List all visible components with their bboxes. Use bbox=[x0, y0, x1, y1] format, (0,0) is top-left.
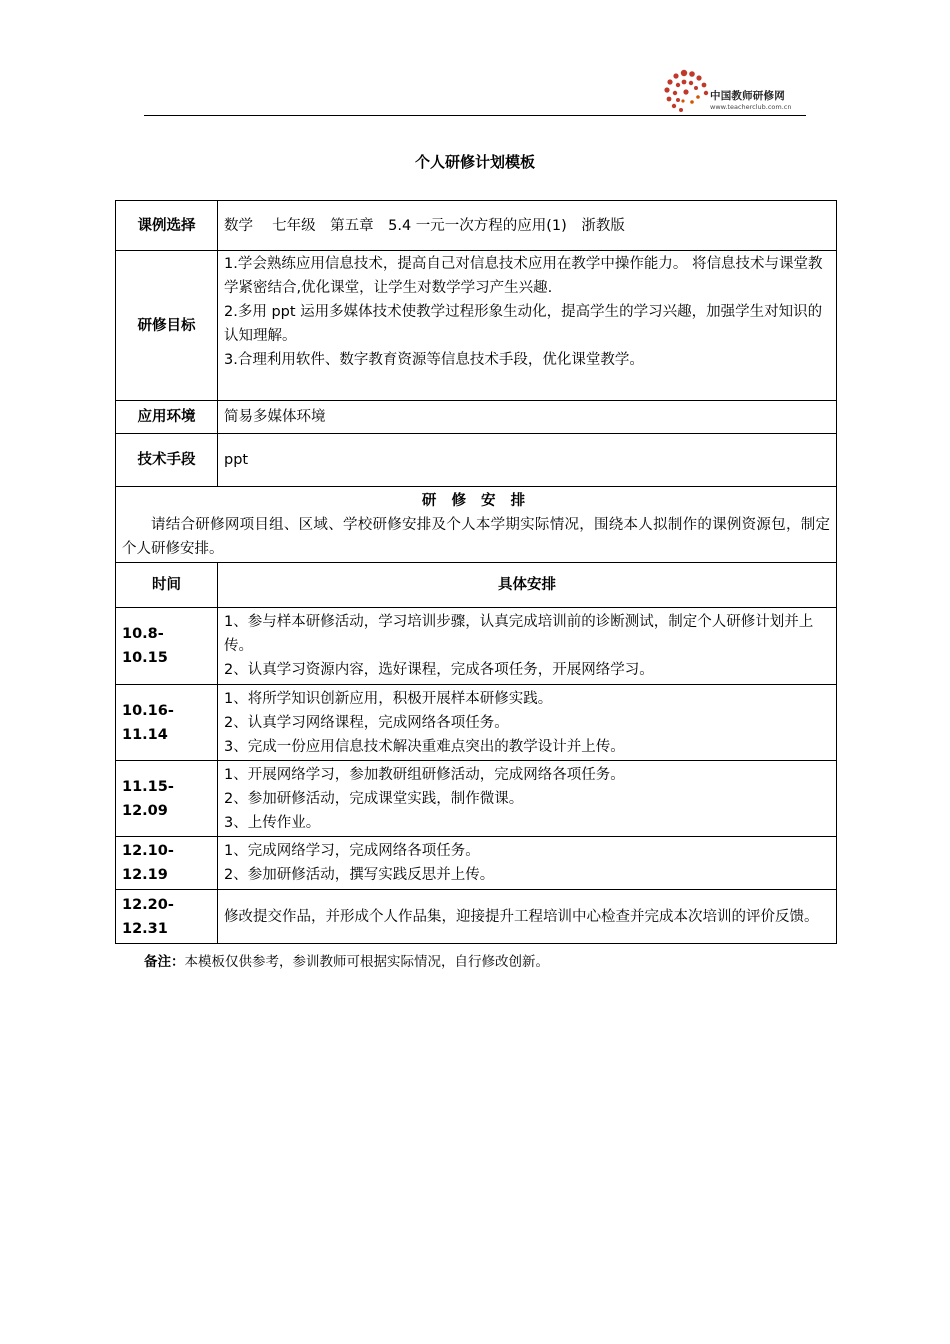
plan-item: 修改提交作品，并形成个人作品集，迎接提升工程培训中心检查并完成本次培训的评价反馈。 bbox=[224, 908, 819, 925]
goal-item: 3.合理利用软件、数字教育资源等信息技术手段，优化课堂教学。 bbox=[224, 352, 644, 368]
schedule-description: 请结合研修网项目组、区域、学校研修安排及个人本学期实际情况，围绕本人拟制作的课例资源包，制定个人研修安排。 bbox=[122, 516, 830, 557]
plan-item: 1、开展网络学习，参加教研组研修活动，完成网络各项任务。 bbox=[224, 766, 625, 783]
period-end: 12.19 bbox=[122, 867, 168, 883]
schedule-plan bbox=[218, 608, 837, 685]
goals-value bbox=[218, 251, 837, 401]
period-end: 12.31 bbox=[122, 920, 168, 937]
env-label: 应用环境 bbox=[116, 401, 218, 434]
period-start: 12.20- bbox=[122, 896, 174, 913]
schedule-row bbox=[116, 608, 837, 685]
schedule-period bbox=[116, 685, 218, 761]
schedule-row bbox=[116, 685, 837, 761]
header-divider bbox=[144, 115, 806, 116]
goal-item: 2.多用 ppt 运用多媒体技术使教学过程形象生动化，提高学生的学习兴趣，加强学生对知识的认知理解。 bbox=[224, 304, 823, 344]
goals-row bbox=[116, 251, 837, 401]
schedule-plan bbox=[218, 837, 837, 890]
plan-item: 1、完成网络学习，完成网络各项任务。 bbox=[224, 843, 480, 859]
schedule-header-row bbox=[116, 563, 837, 608]
tech-value: ppt bbox=[218, 434, 837, 487]
schedule-plan bbox=[218, 685, 837, 761]
col-time-header: 时间 bbox=[116, 563, 218, 608]
note-text: 本模板仅供参考，参训教师可根据实际情况，自行修改创新。 bbox=[184, 954, 549, 970]
schedule-plan bbox=[218, 761, 837, 837]
tech-label: 技术手段 bbox=[116, 434, 218, 487]
course-value: 数学 七年级 第五章 5.4 一元一次方程的应用(1) 浙教版 bbox=[218, 201, 837, 251]
period-start: 10.8- bbox=[122, 626, 164, 642]
logo-url: www.teacherclub.com.cn bbox=[710, 103, 792, 111]
env-value: 简易多媒体环境 bbox=[218, 401, 837, 434]
period-end: 12.09 bbox=[122, 802, 168, 819]
course-label: 课例选择 bbox=[116, 201, 218, 251]
schedule-plan bbox=[218, 890, 837, 944]
plan-item: 1、将所学知识创新应用，积极开展样本研修实践。 bbox=[224, 690, 553, 707]
note-label: 备注： bbox=[144, 954, 185, 970]
plan-item: 2、认真学习网络课程，完成网络各项任务。 bbox=[224, 714, 509, 731]
site-logo bbox=[662, 68, 822, 114]
goals-label: 研修目标 bbox=[116, 251, 218, 401]
schedule-title: 研 修 安 排 bbox=[421, 492, 531, 509]
period-start: 11.15- bbox=[122, 778, 174, 795]
page-title: 个人研修计划模板 bbox=[414, 153, 535, 171]
schedule-row bbox=[116, 837, 837, 890]
schedule-row bbox=[116, 761, 837, 837]
tech-row bbox=[116, 434, 837, 487]
logo-name: 中国教师研修网 bbox=[710, 90, 785, 102]
flower-logo-icon bbox=[662, 68, 710, 114]
footnote bbox=[144, 950, 549, 970]
plan-item: 3、上传作业。 bbox=[224, 814, 321, 831]
plan-item: 2、认真学习资源内容，选好课程，完成各项任务，开展网络学习。 bbox=[224, 662, 654, 678]
schedule-period bbox=[116, 890, 218, 944]
schedule-intro-row bbox=[116, 487, 837, 563]
plan-table bbox=[115, 200, 837, 944]
plan-item: 1、参与样本研修活动，学习培训步骤，认真完成培训前的诊断测试，制定个人研修计划并上传。 bbox=[224, 614, 814, 654]
period-end: 10.15 bbox=[122, 650, 168, 666]
plan-item: 2、参加研修活动，完成课堂实践，制作微课。 bbox=[224, 790, 524, 807]
goal-item: 1.学会熟练应用信息技术，提高自己对信息技术应用在教学中操作能力。 将信息技术与课堂教学紧密结合,优化课堂，让学生对数学学习产生兴趣. bbox=[224, 256, 823, 296]
env-row bbox=[116, 401, 837, 434]
schedule-period bbox=[116, 837, 218, 890]
plan-item: 3、完成一份应用信息技术解决重难点突出的教学设计并上传。 bbox=[224, 738, 625, 755]
schedule-period bbox=[116, 761, 218, 837]
period-start: 10.16- bbox=[122, 702, 174, 719]
plan-item: 2、参加研修活动，撰写实践反思并上传。 bbox=[224, 867, 495, 883]
period-end: 11.14 bbox=[122, 726, 168, 743]
period-start: 12.10- bbox=[122, 843, 174, 859]
schedule-period bbox=[116, 608, 218, 685]
course-row bbox=[116, 201, 837, 251]
schedule-intro bbox=[116, 487, 837, 563]
schedule-row bbox=[116, 890, 837, 944]
col-plan-header: 具体安排 bbox=[218, 563, 837, 608]
